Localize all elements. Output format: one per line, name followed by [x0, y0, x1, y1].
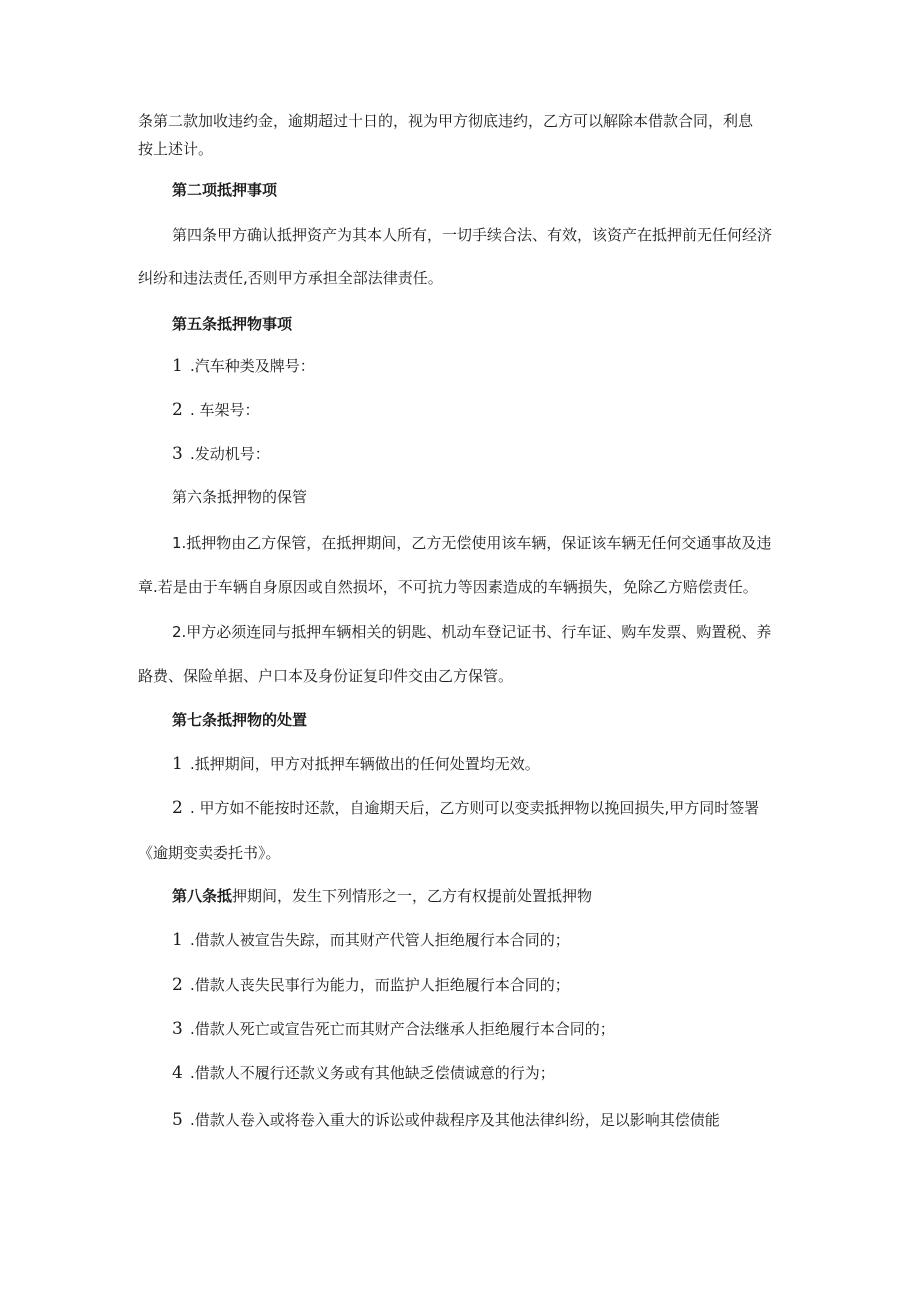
list-item — [172, 444, 270, 464]
list-item-text: .发动机号： — [190, 445, 270, 463]
list-item — [172, 400, 260, 420]
paragraph-line: 1.抵押物由乙方保管，在抵押期间，乙方无偿使用该车辆，保证该车辆无任何交通事故及违 — [172, 534, 772, 552]
list-number: 2 — [172, 798, 183, 818]
section-heading — [172, 886, 592, 906]
section-heading: 第七条抵押物的处置 — [172, 711, 308, 729]
paragraph-line: 2.甲方必须连同与抵押车辆相关的钥匙、机动车登记证书、行车证、购车发票、购置税、养 — [172, 623, 772, 641]
paragraph-line: 按上述计。 — [138, 140, 214, 158]
paragraph-line: 《逾期变卖委托书》。 — [138, 844, 281, 862]
list-item — [172, 1110, 720, 1130]
list-number: 2 — [172, 400, 183, 420]
list-item-text: . 车架号： — [190, 401, 260, 419]
list-item — [172, 1019, 615, 1039]
list-item — [172, 1063, 555, 1083]
list-item-text: .借款人不履行还款义务或有其他缺乏偿债诚意的行为； — [190, 1064, 555, 1082]
paragraph-line: 纠纷和违法责任,否则甲方承担全部法律责任。 — [138, 269, 443, 287]
paragraph-line: 条第二款加收违约金，逾期超过十日的，视为甲方彻底违约，乙方可以解除本借款合同，利息 — [138, 112, 754, 130]
list-item-text: .借款人卷入或将卷入重大的诉讼或仲裁程序及其他法律纠纷，足以影响其偿债能 — [190, 1111, 720, 1129]
section-heading: 第二项抵押事项 — [172, 181, 278, 199]
paragraph-line: 章.若是由于车辆自身原因或自然损坏，不可抗力等因素造成的车辆损失，免除乙方赔偿责任。 — [138, 578, 758, 596]
list-number: 1 — [172, 930, 183, 950]
list-item — [172, 930, 570, 950]
list-item-text: .汽车种类及牌号： — [190, 357, 315, 375]
list-item — [172, 754, 540, 774]
list-number: 1 — [172, 754, 183, 774]
list-item-text: .借款人丧失民事行为能力，而监护人拒绝履行本合同的； — [190, 976, 570, 994]
list-item — [172, 798, 759, 818]
list-number: 4 — [172, 1063, 183, 1083]
list-number: 3 — [172, 444, 183, 464]
section-heading: 第六条抵押物的保管 — [172, 488, 308, 506]
paragraph-line: 路费、保险单据、户口本及身份证复印件交由乙方保管。 — [138, 667, 514, 685]
list-item — [172, 975, 570, 995]
list-item-text: . 甲方如不能按时还款，自逾期天后，乙方则可以变卖抵押物以挽回损失,甲方同时签署 — [190, 799, 760, 817]
paragraph-line: 第四条甲方确认抵押资产为其本人所有，一切手续合法、有效，该资产在抵押前无任何经济 — [172, 226, 773, 244]
heading-bold-part: 第八条抵 — [172, 887, 233, 905]
list-item-text: .借款人死亡或宣告死亡而其财产合法继承人拒绝履行本合同的； — [190, 1020, 615, 1038]
list-item-text: .借款人被宣告失踪，而其财产代管人拒绝履行本合同的； — [190, 931, 570, 949]
section-heading: 第五条抵押物事项 — [172, 315, 293, 333]
list-item — [172, 356, 315, 376]
list-number: 2 — [172, 975, 183, 995]
heading-rest: 押期间，发生下列情形之一，乙方有权提前处置抵押物 — [232, 887, 593, 905]
list-item-text: .抵押期间，甲方对抵押车辆做出的任何处置均无效。 — [190, 755, 540, 773]
list-number: 1 — [172, 356, 183, 376]
list-number: 5 — [172, 1110, 183, 1130]
list-number: 3 — [172, 1019, 183, 1039]
